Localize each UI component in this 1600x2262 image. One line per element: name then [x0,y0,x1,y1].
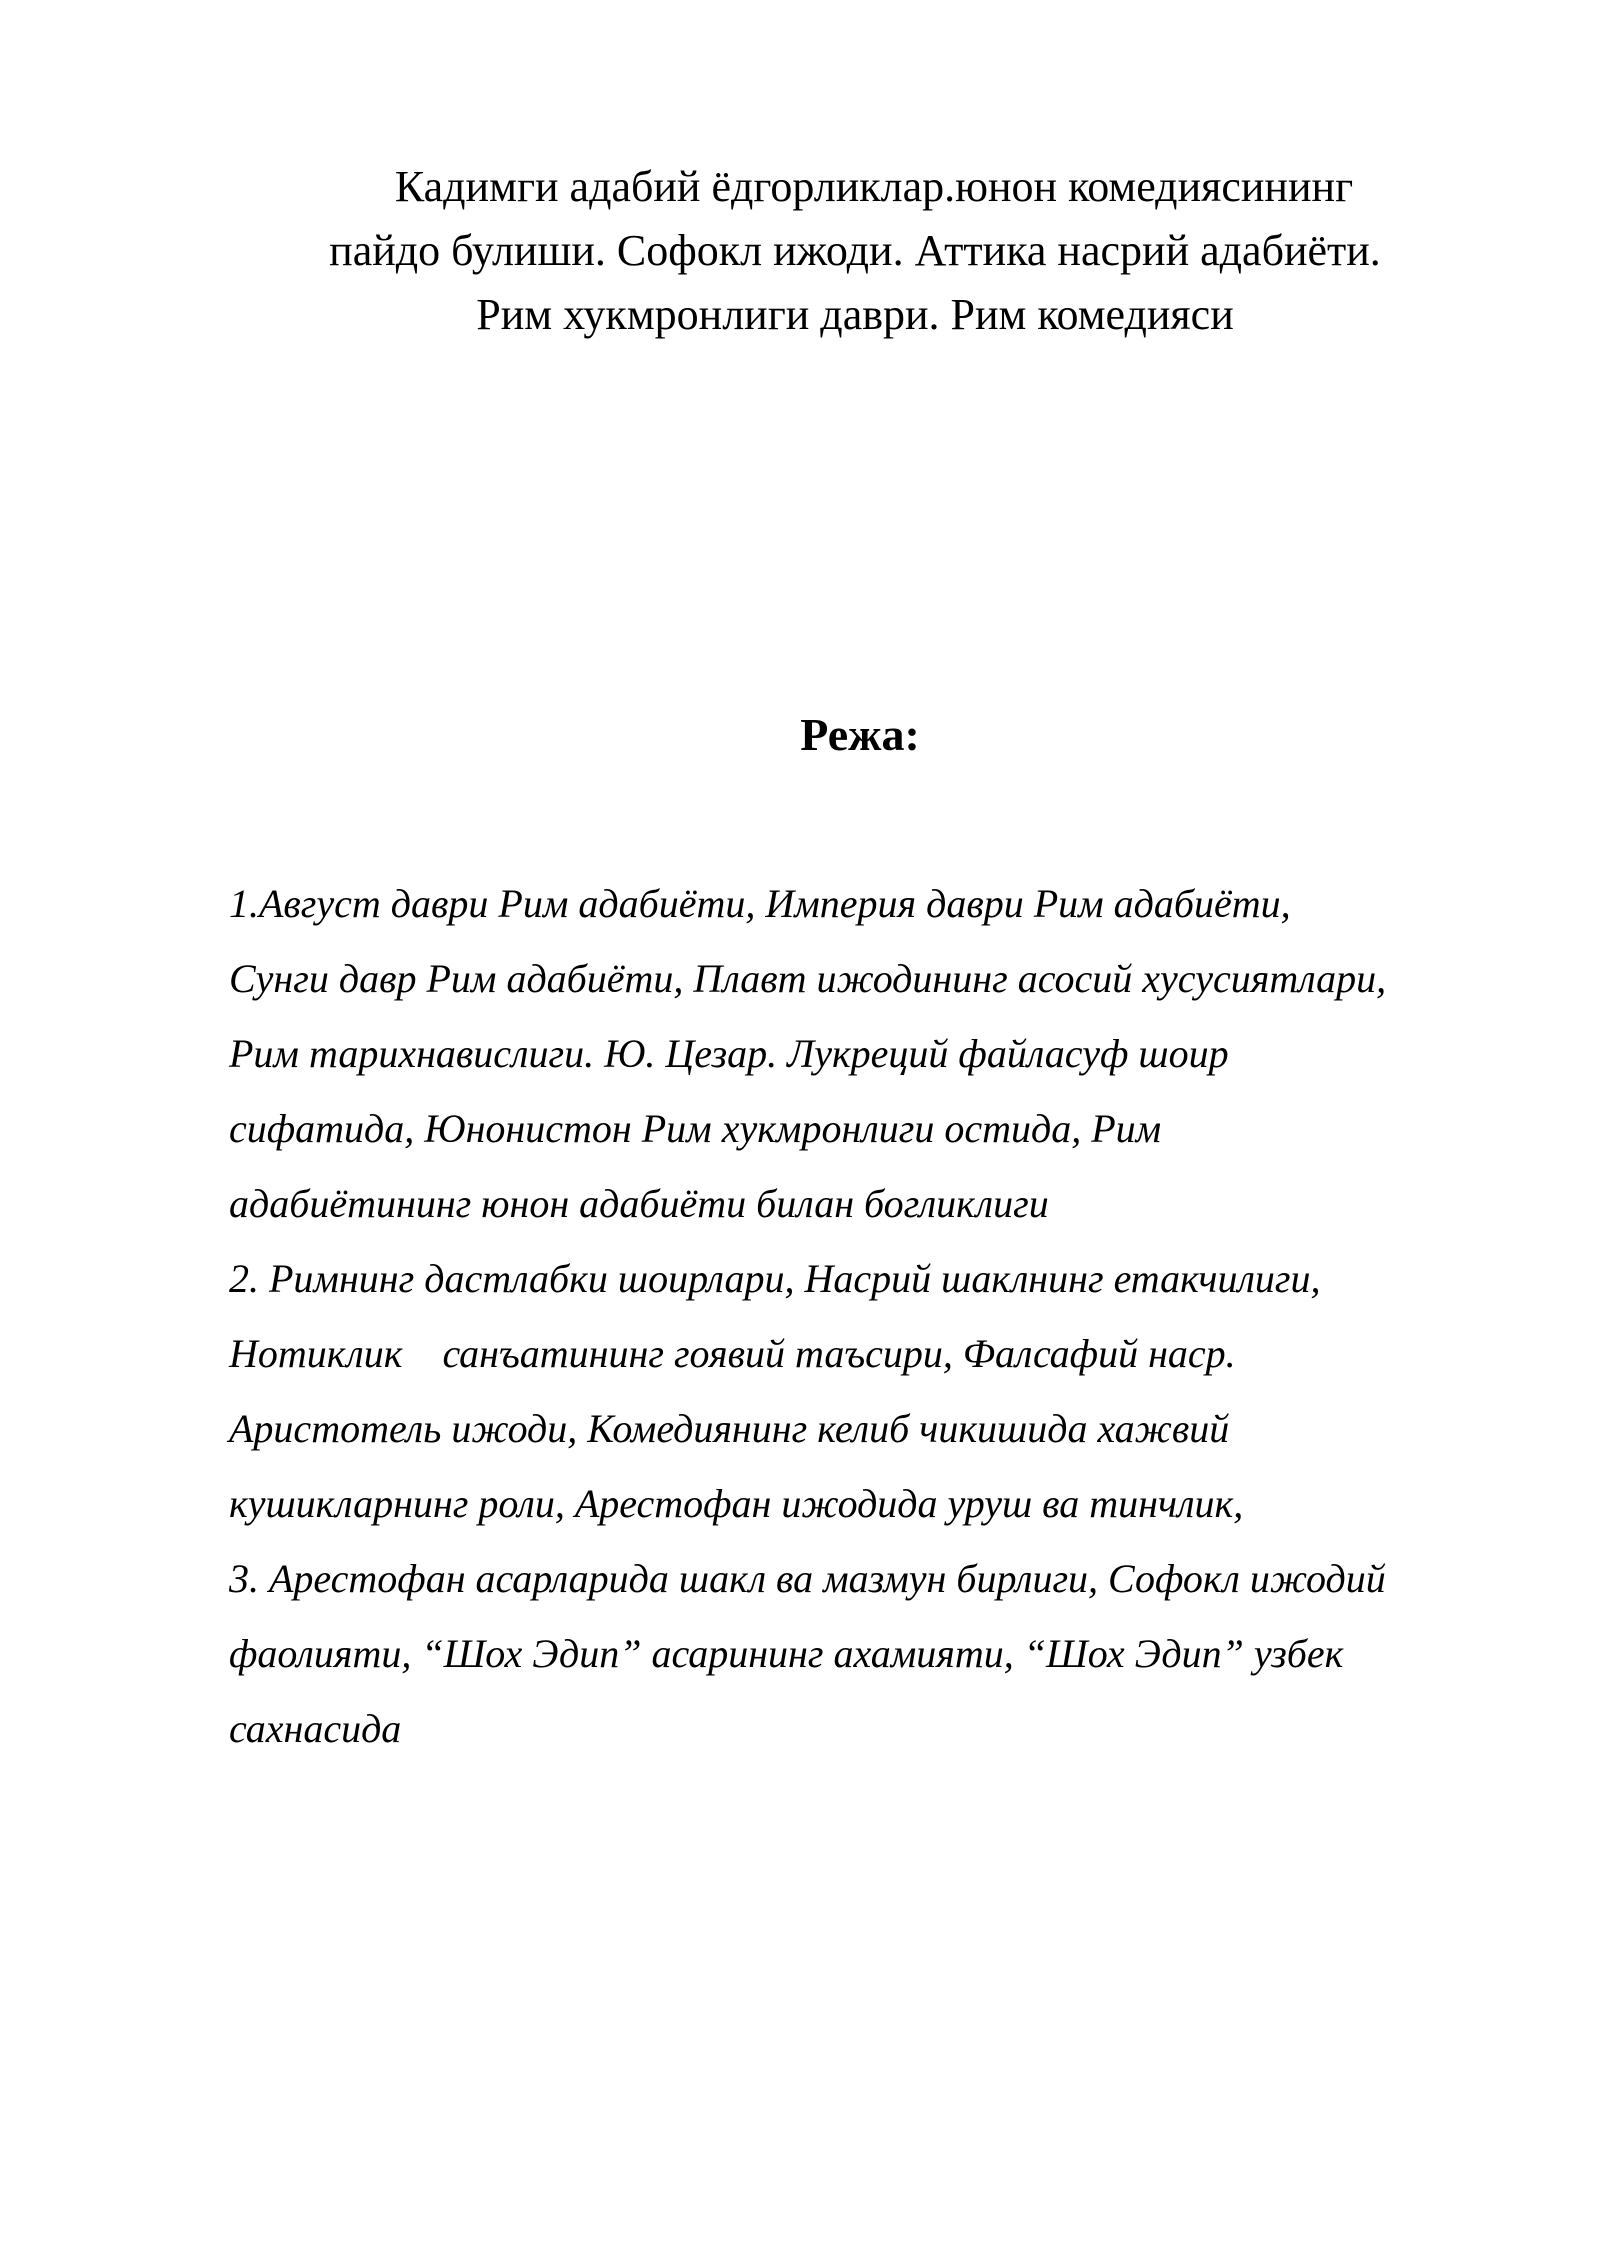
plan-line: Нотиклик санъатининг гоявий таъсири, Фалсафий наср. [229,1331,1236,1376]
plan-line: 1.Август даври Рим адабиёти, Империя даври Рим адабиёти, [229,881,1291,926]
plan-line: Рим тарихнавислиги. Ю. Цезар. Лукреций файласуф шоир [229,1031,1229,1076]
plan-line: 3. Арестофан асарларида шакл ва мазмун бирлиги, Софокл ижодий [229,1556,1386,1601]
plan-line: сахнасида [229,1706,402,1751]
plan-line: 2. Римнинг дастлабки шоирлари, Насрий шаклнинг етакчилиги, [229,1256,1321,1301]
title-line: Кадимги адабий ёдгорликлар.юнон комедиясининг [394,162,1354,211]
plan-heading: Режа: [800,709,920,760]
plan-line: Аристотель ижоди, Комедиянинг келиб чикишида хажвий [229,1406,1230,1451]
plan-line: адабиётининг юнон адабиёти билан богликлиги [229,1181,1049,1226]
plan-line: кушикларнинг роли, Арестофан ижодида уруш ва тинчлик, [229,1481,1244,1526]
plan-line: фаолияти, “Шох Эдип” асарининг ахамияти, “Шох Эдип” узбек [229,1631,1344,1676]
plan-body [229,866,1559,1766]
document-title [220,155,1490,347]
title-line: Рим хукмронлиги даври. Рим комедияси [476,290,1234,339]
title-line: пайдо булиши. Софокл ижоди. Аттика насрий адабиёти. [329,226,1381,275]
plan-line: Сунги давр Рим адабиёти, Плавт ижодининг асосий хусусиятлари, [229,956,1387,1001]
plan-line: сифатида, Юнонистон Рим хукмронлиги остида, Рим [229,1106,1162,1151]
